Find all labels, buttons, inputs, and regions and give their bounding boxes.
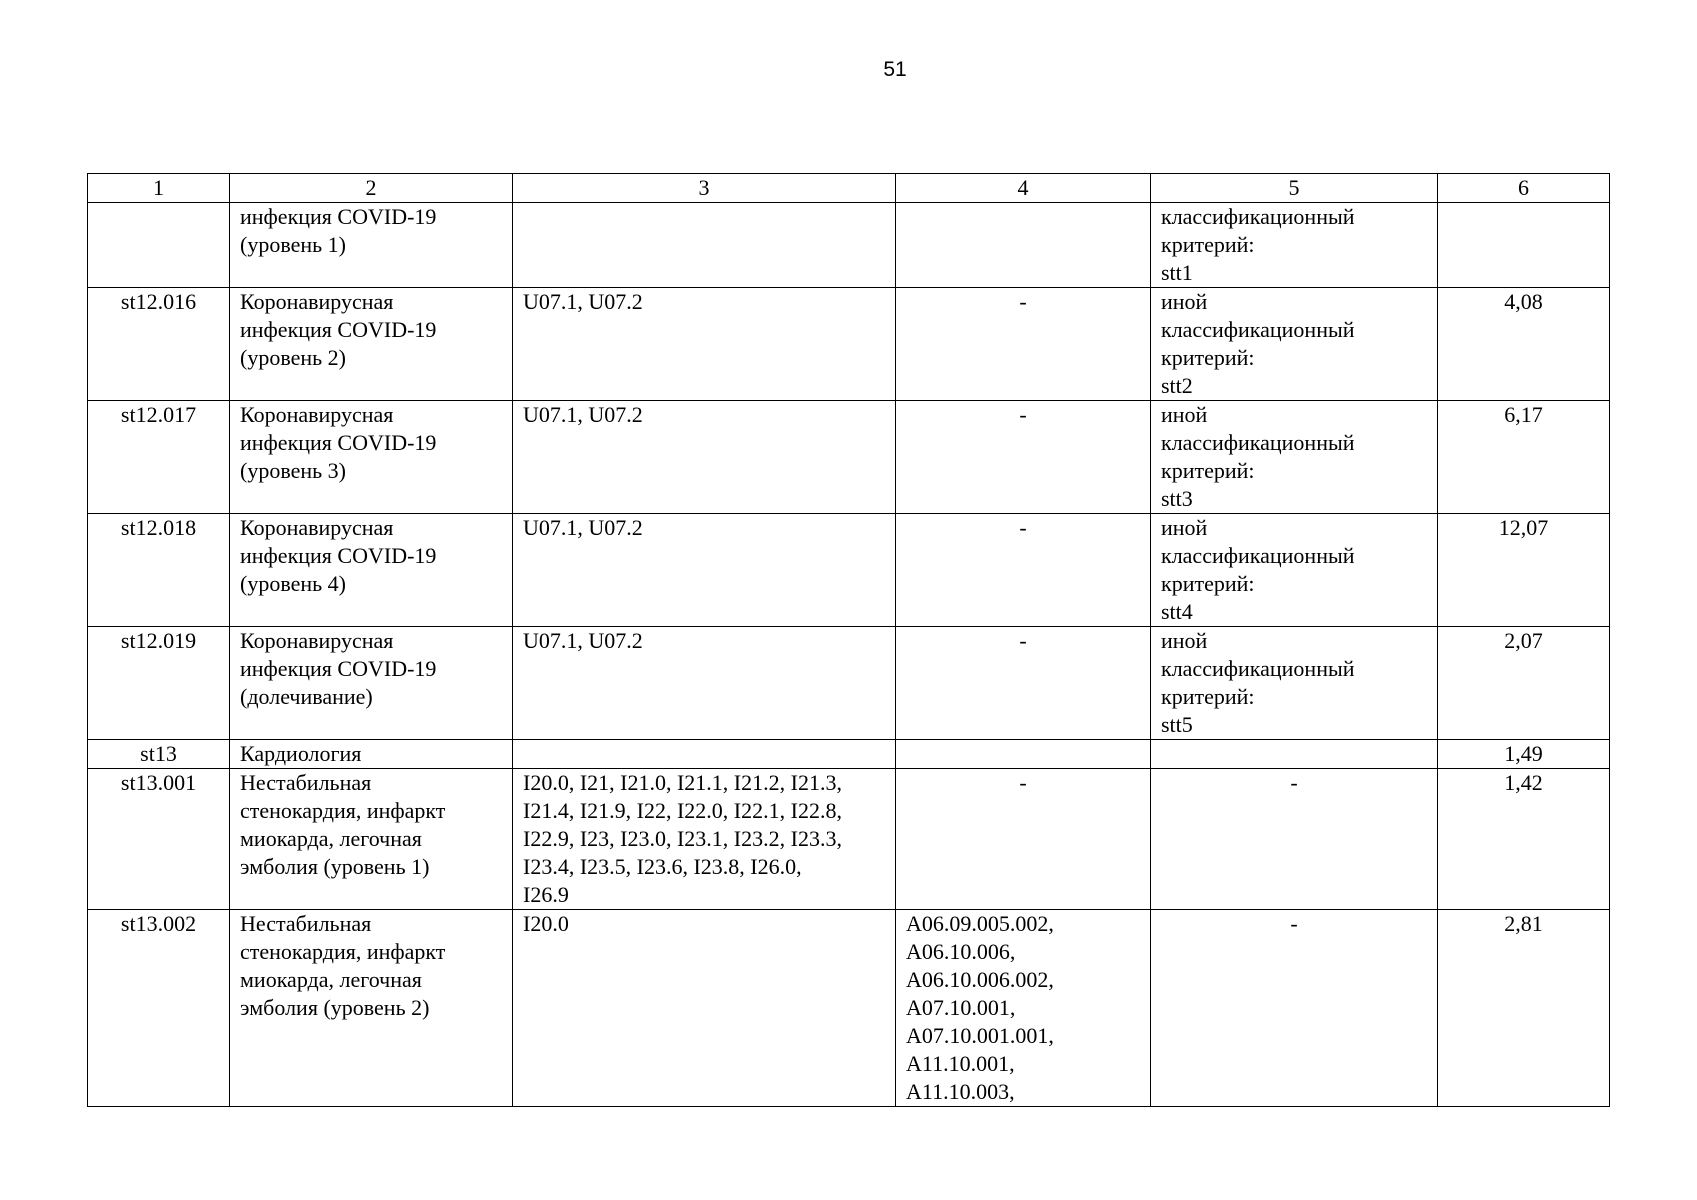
cell-code: [88, 203, 230, 288]
cell-code: st12.019: [88, 627, 230, 740]
cell-services: -: [896, 288, 1151, 401]
column-header: 5: [1151, 174, 1438, 203]
cell-criteria: [1151, 740, 1438, 769]
table-row: [88, 401, 1610, 514]
cell-services: [896, 203, 1151, 288]
column-header: 3: [513, 174, 896, 203]
table-row: [88, 740, 1610, 769]
cell-coefficient: 2,81: [1438, 910, 1610, 1107]
cell-diagnoses: U07.1, U07.2: [513, 288, 896, 401]
table-row: [88, 514, 1610, 627]
table-row: [88, 203, 1610, 288]
cell-diagnoses: U07.1, U07.2: [513, 627, 896, 740]
cell-name: Коронавирусная инфекция COVID-19 (уровень 3): [230, 401, 513, 514]
cell-name: Кардиология: [230, 740, 513, 769]
column-header: 6: [1438, 174, 1610, 203]
cell-criteria: иной классификационный критерий: stt2: [1151, 288, 1438, 401]
table-header-row: [88, 174, 1610, 203]
cell-code: st13.002: [88, 910, 230, 1107]
cell-criteria: иной классификационный критерий: stt5: [1151, 627, 1438, 740]
cell-coefficient: 12,07: [1438, 514, 1610, 627]
cell-criteria: -: [1151, 910, 1438, 1107]
cell-diagnoses: U07.1, U07.2: [513, 514, 896, 627]
cell-criteria: -: [1151, 769, 1438, 910]
cell-services: -: [896, 401, 1151, 514]
cell-services: A06.09.005.002, A06.10.006, A06.10.006.002, A07.10.001, A07.10.001.001, A11.10.001, A11.10.003,: [896, 910, 1151, 1107]
cell-code: st12.018: [88, 514, 230, 627]
cell-coefficient: [1438, 203, 1610, 288]
cell-services: -: [896, 769, 1151, 910]
cell-coefficient: 1,42: [1438, 769, 1610, 910]
page-number: 51: [883, 58, 907, 81]
cell-code: st12.017: [88, 401, 230, 514]
cell-coefficient: 4,08: [1438, 288, 1610, 401]
table-row: [88, 627, 1610, 740]
cell-services: -: [896, 514, 1151, 627]
cell-diagnoses: [513, 203, 896, 288]
cell-diagnoses: I20.0, I21, I21.0, I21.1, I21.2, I21.3, I21.4, I21.9, I22, I22.0, I22.1, I22.8, I22.9, I23, I23.0, I23.1, I23.2, I23.3, I23.4, I23.5, I23.6, I23.8, I26.0, I26.9: [513, 769, 896, 910]
cell-services: [896, 740, 1151, 769]
cell-code: st13: [88, 740, 230, 769]
cell-diagnoses: [513, 740, 896, 769]
cell-name: Нестабильная стенокардия, инфаркт миокарда, легочная эмболия (уровень 2): [230, 910, 513, 1107]
cell-diagnoses: I20.0: [513, 910, 896, 1107]
cell-coefficient: 2,07: [1438, 627, 1610, 740]
cell-criteria: иной классификационный критерий: stt3: [1151, 401, 1438, 514]
cell-name: Коронавирусная инфекция COVID-19 (уровень 2): [230, 288, 513, 401]
cell-services: -: [896, 627, 1151, 740]
cell-coefficient: 1,49: [1438, 740, 1610, 769]
cell-code: st12.016: [88, 288, 230, 401]
cell-code: st13.001: [88, 769, 230, 910]
table-row: [88, 769, 1610, 910]
cell-diagnoses: U07.1, U07.2: [513, 401, 896, 514]
cell-name: Коронавирусная инфекция COVID-19 (уровень 4): [230, 514, 513, 627]
column-header: 4: [896, 174, 1151, 203]
cell-name: инфекция COVID-19 (уровень 1): [230, 203, 513, 288]
cell-criteria: классификационный критерий: stt1: [1151, 203, 1438, 288]
tariff-table: [87, 173, 1610, 1107]
cell-coefficient: 6,17: [1438, 401, 1610, 514]
cell-criteria: иной классификационный критерий: stt4: [1151, 514, 1438, 627]
column-header: 2: [230, 174, 513, 203]
table-row: [88, 288, 1610, 401]
table-row: [88, 910, 1610, 1107]
cell-name: Нестабильная стенокардия, инфаркт миокарда, легочная эмболия (уровень 1): [230, 769, 513, 910]
column-header: 1: [88, 174, 230, 203]
cell-name: Коронавирусная инфекция COVID-19 (долечивание): [230, 627, 513, 740]
